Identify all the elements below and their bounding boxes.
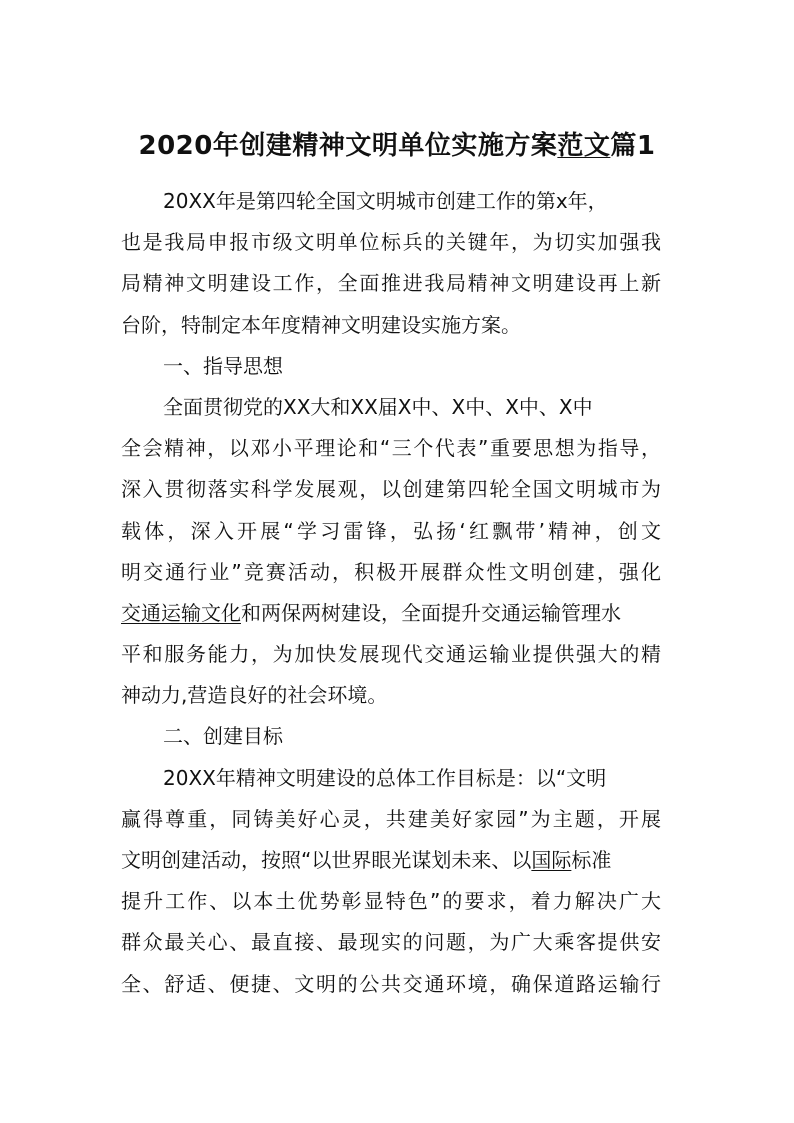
- paragraph-line: 群众最关心、最直接、最现实的问题，为广大乘客提供安: [121, 930, 661, 955]
- title-main: 2020年创建精神文明单位实施方案: [138, 131, 558, 161]
- title-underlined-word: 范文: [557, 131, 611, 161]
- paragraph-line-with-underline: [121, 593, 661, 634]
- section-heading-guiding-thought: 一、指导思想: [163, 353, 283, 378]
- document-title: [60, 128, 734, 164]
- paragraph-line: 20XX年是第四轮全国文明城市创建工作的第x年，: [163, 189, 608, 213]
- line-text-tail: 标准: [571, 848, 612, 872]
- paragraph-line: 全、舒适、便捷、文明的公共交通环境，确保道路运输行: [121, 971, 661, 996]
- paragraph-line-with-underline: [121, 840, 661, 881]
- paragraph-line: 20XX年精神文明建设的总体工作目标是：以“文明: [163, 765, 607, 790]
- line-text: 文明创建活动，按照“以世界眼光谋划未来、以: [121, 848, 532, 872]
- paragraph-line: 也是我局申报市级文明单位标兵的关键年，为切实加强我: [121, 230, 661, 255]
- paragraph-line: 提升工作、以本土优势彰显特色”的要求，着力解决广大: [121, 889, 661, 914]
- document-body: [121, 181, 661, 1005]
- paragraph-line: 台阶，特制定本年度精神文明建设实施方案。: [121, 312, 521, 337]
- section-heading-creation-goals: 二、创建目标: [163, 724, 283, 749]
- paragraph-line: 载体，深入开展“学习雷锋，弘扬‘红飘带’精神，创文: [121, 518, 661, 543]
- paragraph-line: 明交通行业”竞赛活动，积极开展群众性文明创建，强化: [121, 559, 661, 584]
- underlined-phrase: 国际: [531, 848, 572, 872]
- title-suffix: 篇1: [610, 131, 656, 161]
- underlined-phrase: 交通运输文化: [121, 600, 241, 625]
- paragraph-line: 赢得尊重，同铸美好心灵，共建美好家园”为主题，开展: [121, 806, 661, 831]
- paragraph-line: 平和服务能力，为加快发展现代交通运输业提供强大的精: [121, 642, 661, 667]
- paragraph-line: 深入贯彻落实科学发展观，以创建第四轮全国文明城市为: [121, 477, 661, 502]
- paragraph-line: 全会精神，以邓小平理论和“三个代表”重要思想为指导，: [121, 436, 661, 461]
- paragraph-line: 全面贯彻党的XX大和XX届X中、X中、X中、X中: [163, 394, 593, 419]
- line-text: 和两保两树建设，全面提升交通运输管理水: [241, 600, 621, 625]
- paragraph-line: 神动力,营造良好的社会环境。: [121, 683, 388, 708]
- paragraph-line: 局精神文明建设工作，全面推进我局精神文明建设再上新: [121, 271, 661, 296]
